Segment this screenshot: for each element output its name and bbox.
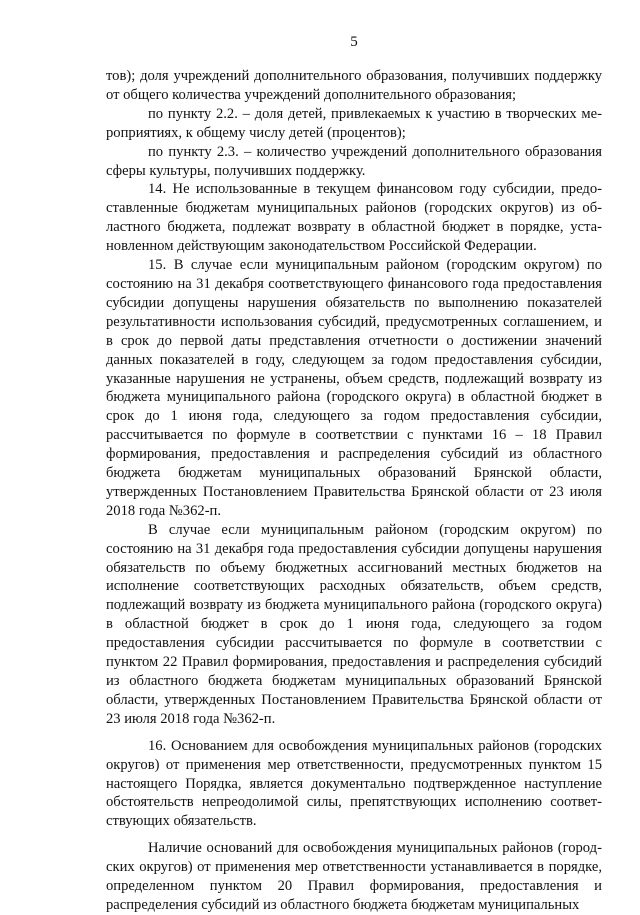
page-number: 5 [350, 34, 358, 50]
paragraph-16: 16. Основанием для освобождения муниципальных районов (городских округов) от применения мер ответственности, предусмотренных пунктом 15 настоящего Порядка, является документально подтвержденное наступление обстоятельств непреодолимой силы, препятствующих исполнению соответствующих обязательств. [106, 737, 602, 830]
paragraph-continuation: тов); доля учреждений дополнительного образования, получивших поддержку от общего количества учреждений дополнительного образования; [106, 68, 602, 103]
paragraph-14: 14. Не использованные в текущем финансовом году субсидии, предоставленные бюджетам муниципальных районов (городских округов) из областного бюджета, подлежат возврату в областной бюджет в порядке, установленном действующим законодательством Российской Федерации. [106, 181, 602, 255]
paragraph-16-second: Наличие оснований для освобождения муниципальных районов (городских округов) от применения мер ответственности устанавливается в порядке, определенном пунктом 20 Правил формирования, предоставления и распределения субсидий из областного бюджета бюджетам муниципальных [106, 840, 602, 913]
paragraph-item-2-2: по пункту 2.2. – доля детей, привлекаемых к участию в творческих мероприятиях, к общему числу детей (процентов); [106, 105, 602, 141]
paragraph-15: 15. В случае если муниципальным районом (городским округом) по состоянию на 31 декабря соответствующего финансового года предоставления субсидии допущены нарушения обязательств по выполнению показателей результативности использования субсидий, предусмотренных соглашением, и в срок до первой даты представления отчетности о достижении значений данных показателей в году, следующем за годом предоставления субсидии, указанные нарушения не устранены, объем средств, подлежащий возврату из бюджета муниципального района (городского округа) в областной бюджет в срок до 1 июня года, следующего за годом предоставления субсидии, рассчитывается по формуле в соответствии с пунктами 16 – 18 Правил формирования, предоставления и распределения субсидий из областного бюджета бюджетам муниципальных образований Брянской области, утвержденных Постановлением Правительства Брянской области от 23 июля 2018 года №362-п. [106, 257, 602, 519]
paragraph-15-second: В случае если муниципальным районом (городским округом) по состоянию на 31 декабря года предоставления субсидии допущены нарушения обязательств по объему бюджетных ассигнований местных бюджетов на исполнение соответствующих расходных обязательств, объем средств, подлежащий возврату из бюджета муниципального района (городского округа) в областной бюджет в срок до 1 июня года, следующего за годом предоставления субсидии рассчитывается по формуле в соответствии с пунктом 22 Правил формирования, предоставления и распределения субсидий из областного бюджета бюджетам муниципальных образований Брянской области, утвержденных Постановлением Правительства Брянской области от 23 июля 2018 года №362-п. [106, 521, 602, 727]
paragraph-gap [106, 729, 602, 737]
paragraph-item-2-3: по пункту 2.3. – количество учреждений дополнительного образования сферы культуры, получивших поддержку. [106, 143, 602, 179]
paragraph-gap [106, 831, 602, 839]
